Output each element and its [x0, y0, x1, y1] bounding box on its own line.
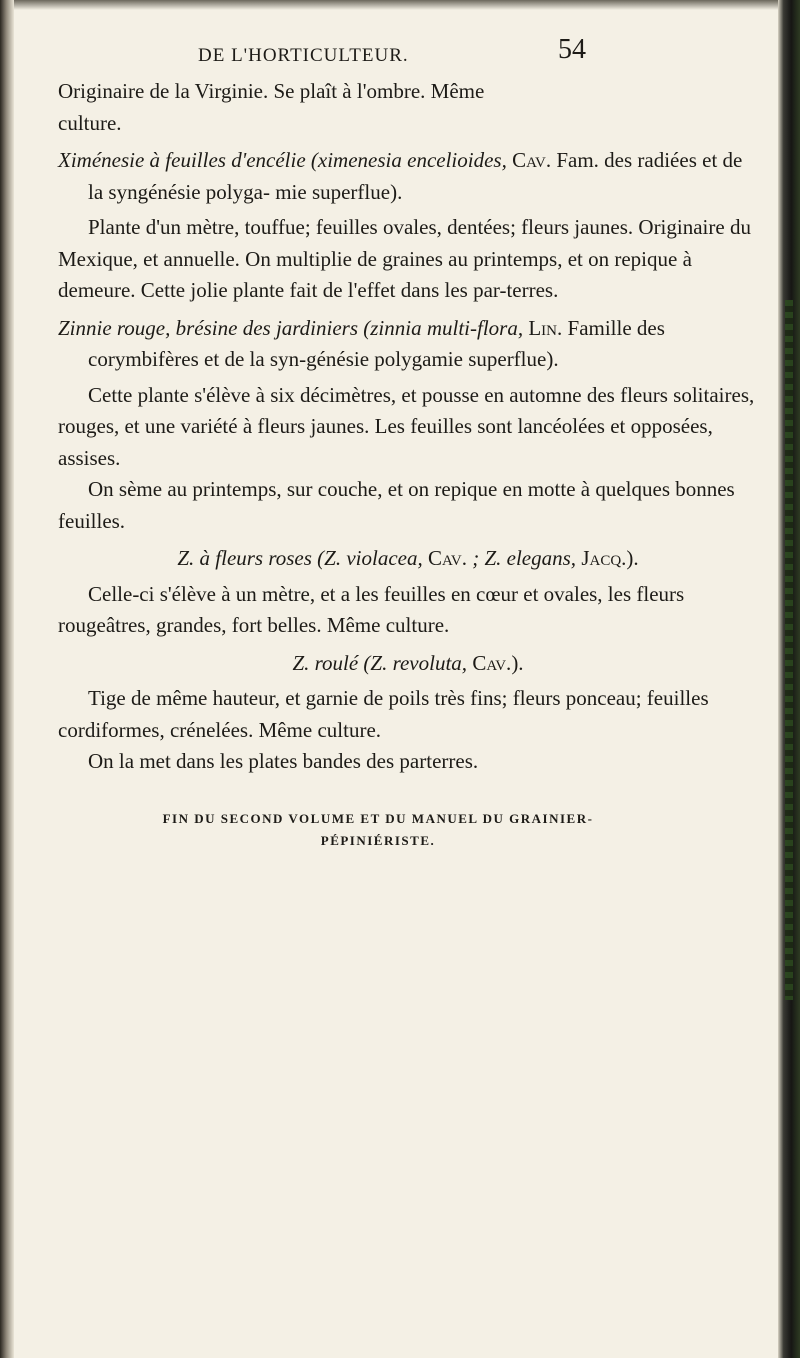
- zinnia-name: Zinnie rouge, brésine des jardiniers: [58, 315, 359, 340]
- ximenesia-family: Fam. des radiées et de la syngénésie polyga-: [88, 148, 743, 204]
- zviolacea-description: Celle-ci s'élève à un mètre, et a les feuilles en cœur et ovales, les fleurs rougeâtres, grandes, fort belles. Même culture.: [58, 581, 685, 637]
- binding-spine: [0, 0, 14, 1358]
- entry-zinnia-heading: [58, 313, 758, 376]
- zviolacea-author-1: Cav.: [427, 546, 467, 570]
- fore-edge-strip: [785, 300, 793, 1000]
- zrevoluta-description-1: Tige de même hauteur, et garnie de poils très fins; fleurs ponceau; feuilles cordiformes, crénelées. Même culture.: [58, 686, 709, 742]
- end-note-line-1: FIN DU SECOND VOLUME ET DU MANUEL DU GRAINIER-: [162, 810, 594, 826]
- zinnia-author: Lin.: [528, 315, 563, 340]
- entry-zrevoluta-heading: [58, 648, 758, 680]
- running-head: DE L'HORTICULTEUR.: [198, 45, 409, 66]
- zinnia-family: Famille des corymbifères et de la syn-génésie polygamie superflue).: [88, 315, 665, 371]
- ximenesia-description: Plante d'un mètre, touffue; feuilles ovales, dentées; fleurs jaunes. Originaire du Mexique, et annuelle. On multiplie de graines au printemps, et on repique à demeure. Cette jolie plante fait de l'effet dans les par-terres.: [58, 215, 751, 302]
- origin-line-1: Originaire de la Virginie. Se plaît à l'ombre. Même: [58, 79, 485, 103]
- page-number: 54: [558, 34, 586, 65]
- zrevoluta-close: ).: [511, 650, 524, 675]
- top-shadow: [0, 0, 800, 10]
- end-note-line-2: PÉPINIÉRISTE.: [320, 832, 436, 848]
- end-of-volume-note: [58, 808, 758, 852]
- page-header: [58, 34, 758, 76]
- paragraph-origin: [58, 76, 758, 139]
- origin-line-2: culture.: [58, 110, 122, 135]
- zrevoluta-description-2: On la met dans les plates bandes des parterres.: [88, 749, 479, 773]
- zviolacea-latin-1: (Z. violacea,: [317, 546, 423, 570]
- zinnia-latin: (zinnia multi-flora,: [363, 315, 524, 340]
- ximenesia-author: Cav.: [512, 148, 552, 172]
- ximenesia-family-2: mie superflue).: [275, 179, 403, 204]
- zviolacea-latin-2: ; Z. elegans,: [472, 546, 577, 570]
- zrevoluta-author: Cav.: [472, 650, 512, 675]
- zinnia-description-2: On sème au printemps, sur couche, et on repique en motte à quelques bonnes feuilles.: [58, 477, 735, 533]
- zrevoluta-name: Z. roulé: [292, 650, 359, 675]
- ximenesia-latin: (ximenesia encelioides,: [310, 148, 507, 172]
- zinnia-description-1: Cette plante s'élève à six décimètres, et pousse en automne des fleurs solitaires, rouges, et une variété à fleurs jaunes. Les feuilles sont lancéolées et opposées, assises.: [58, 382, 755, 470]
- zviolacea-name: Z. à fleurs roses: [177, 546, 312, 570]
- zviolacea-close: ).: [626, 546, 639, 570]
- entry-zviolacea-heading: [58, 543, 758, 575]
- entry-ximenesia-heading: [58, 145, 758, 208]
- zrevoluta-latin: (Z. revoluta,: [363, 650, 468, 675]
- zviolacea-author-2: Jacq.: [581, 546, 627, 570]
- page-text: [58, 34, 758, 852]
- ximenesia-name: Ximénesie à feuilles d'encélie: [58, 148, 306, 172]
